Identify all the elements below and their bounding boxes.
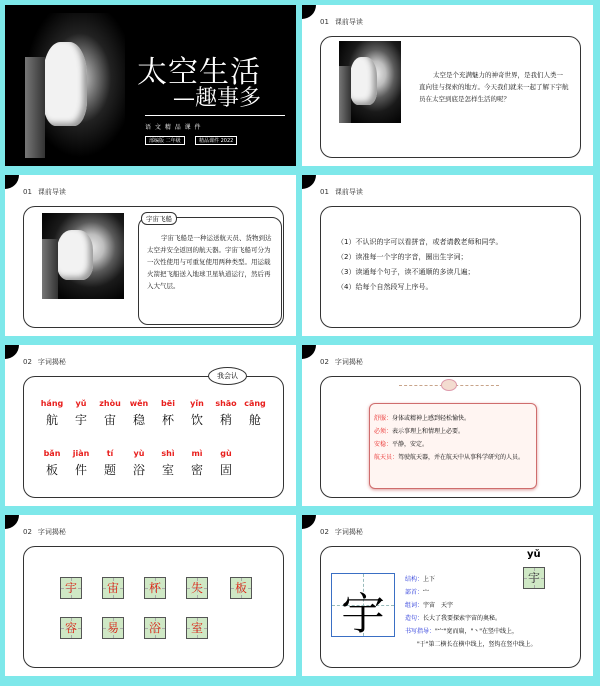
corner-mark: [302, 5, 316, 19]
hanzi: 舱: [248, 413, 261, 427]
section-title: 字词揭秘: [37, 358, 66, 366]
pinyin: yǔ: [75, 399, 87, 408]
char: 易: [106, 621, 119, 635]
hanzi: 稳: [132, 413, 145, 427]
corner-mark: [302, 175, 316, 189]
bubble-title: 宇宙飞船: [141, 212, 177, 225]
section-header: [320, 187, 369, 197]
slide-intro[interactable]: [302, 5, 593, 166]
info-row: [405, 638, 577, 651]
info-value: 宀: [423, 589, 430, 596]
info-label: 结构：: [405, 576, 424, 583]
vocab-term: 安稳：: [374, 441, 393, 448]
char-row-2: [38, 449, 241, 478]
section-number: 01: [320, 18, 329, 26]
vocab-def: 平静，安定。: [392, 441, 429, 448]
section-header: [23, 187, 72, 197]
section-title: 课前导读: [334, 188, 363, 196]
info-value: 上下: [423, 576, 436, 583]
pinyin: shāo: [215, 399, 237, 408]
char-cell: [67, 449, 95, 478]
section-title: 课前导读: [334, 18, 363, 26]
vocab-def: 身体或精神上感到轻松愉快。: [392, 415, 471, 422]
char: 失: [190, 581, 203, 595]
tip-item: （1）不认识的字可以看拼音，或者请教老师和同学。: [337, 238, 503, 246]
corner-mark: [5, 175, 19, 189]
tips-list: [337, 235, 502, 295]
char: 宇: [64, 581, 77, 595]
section-number: 02: [23, 528, 32, 536]
hanging-board: [369, 403, 537, 489]
vocab-entry: [374, 412, 534, 464]
tip-item: （3）读通每个句子，读不通顺的多读几遍；: [337, 268, 475, 276]
char-cell: [96, 399, 124, 428]
section-number: 01: [320, 188, 329, 196]
info-label: 造句：: [405, 615, 424, 622]
info-value: 宇宙 天宇: [423, 602, 454, 609]
slide-title-heading: 太空生活: [137, 55, 261, 90]
tip-item: （2）读准每一个字的字音，圈出生字词；: [337, 253, 468, 261]
info-value: 长大了我要探索宇宙的奥秘。: [423, 615, 502, 622]
char-grid-box: [60, 617, 82, 639]
pinyin: zhòu: [99, 399, 121, 408]
slide-vocab[interactable]: [302, 345, 593, 506]
vocab-def: 表示事理上和情理上必要。: [392, 428, 465, 435]
hanzi: 航: [45, 413, 58, 427]
char: 室: [190, 621, 203, 635]
char: 宙: [106, 581, 119, 595]
slide-writing-chars[interactable]: [5, 515, 296, 676]
char: 浴: [148, 621, 161, 635]
char-cell: [241, 399, 269, 428]
char-cell: [154, 399, 182, 428]
info-label: 书写指导：: [405, 628, 436, 635]
info-value: "宀"宽而扁，"丶"在竖中线上，: [435, 628, 519, 635]
content-card: [320, 206, 581, 328]
astronaut-photo: [25, 13, 125, 158]
char-cell: [67, 399, 95, 428]
big-char-grid: [331, 573, 395, 640]
vocab-row: [374, 412, 534, 425]
char-cell: [183, 449, 211, 478]
content-card: [23, 546, 284, 668]
slide-title[interactable]: [5, 5, 296, 166]
info-label: 部首：: [405, 589, 424, 596]
pinyin: bēi: [161, 399, 175, 408]
content-card: [320, 36, 581, 158]
slide-recognize[interactable]: [5, 345, 296, 506]
slide-char-detail[interactable]: [302, 515, 593, 676]
char-info: [405, 573, 577, 651]
content-card: [23, 206, 284, 328]
tip-item: （4）给每个自然段写上序号。: [337, 283, 433, 291]
tag-1: 部编版 二年级: [145, 136, 185, 145]
hanzi: 密: [190, 463, 203, 477]
hanzi: 宇: [74, 413, 87, 427]
big-char: 宇: [341, 589, 385, 640]
slide-subtitle: —趣事多: [173, 86, 262, 111]
hanzi: 饮: [190, 413, 203, 427]
info-row: [405, 599, 577, 612]
tag-2: 精品课件 2022: [195, 136, 237, 145]
char: 容: [64, 621, 77, 635]
section-header: [320, 357, 369, 367]
char-grid-box: [60, 577, 82, 599]
char-grid-box: [144, 617, 166, 639]
info-row: [405, 586, 577, 599]
pinyin: háng: [40, 399, 64, 408]
section-header: [320, 17, 369, 27]
info-value: "于"第二横长在横中线上，竖钩在竖中线上。: [417, 641, 537, 648]
vocab-row: [374, 425, 534, 438]
section-number: 02: [320, 358, 329, 366]
pinyin: jiàn: [72, 449, 90, 458]
section-number: 02: [320, 528, 329, 536]
section-header: [23, 527, 72, 537]
char-cell: [154, 449, 182, 478]
section-title: 字词揭秘: [37, 528, 66, 536]
hanzi: 宙: [103, 413, 116, 427]
char-grid-box: [102, 577, 124, 599]
pinyin: yù: [133, 449, 145, 458]
astronaut-photo: [339, 41, 401, 123]
slide-reading-tips[interactable]: [302, 175, 593, 336]
char-cell: [38, 399, 66, 428]
char-grid-box: [230, 577, 252, 599]
section-number: 01: [23, 188, 32, 196]
astronaut-photo: [42, 213, 124, 299]
pinyin: tí: [106, 449, 114, 458]
hanzi: 室: [161, 463, 174, 477]
hanzi: 浴: [132, 463, 145, 477]
divider: [145, 115, 285, 116]
char-cell: [212, 449, 240, 478]
slide-spaceship[interactable]: [5, 175, 296, 336]
char-cell: [96, 449, 124, 478]
vocab-term: 舒服：: [374, 415, 393, 422]
pinyin: yǐn: [190, 399, 204, 408]
section-header: [23, 357, 72, 367]
char-row-1: [38, 399, 270, 428]
vocab-def: 驾驶航天器，并在航天中从事科学研究的人员。: [398, 454, 525, 461]
char-grid-box: [186, 617, 208, 639]
pinyin: gù: [220, 449, 232, 458]
info-row: [405, 625, 577, 638]
info-bubble: [138, 217, 282, 325]
char-cell: [125, 449, 153, 478]
char: 杯: [148, 581, 161, 595]
char-grid-box: [186, 577, 208, 599]
vocab-row: [374, 438, 534, 451]
hanzi: 稍: [219, 413, 232, 427]
section-title: 字词揭秘: [334, 528, 363, 536]
section-title: 字词揭秘: [334, 358, 363, 366]
hanger-ornament: [441, 379, 457, 391]
spaceship-text: 宇宙飞船是一种运送航天员、货物到达太空并安全返回的航天器。宇宙飞船可分为一次性使用与可重复使用两种类型。用运载火箭把飞船送入地球卫星轨道运行，然后再入大气层。: [147, 234, 272, 290]
info-label: 组词：: [405, 602, 424, 609]
content-card: [320, 376, 581, 498]
pinyin-label: yǔ: [527, 549, 541, 560]
hanzi: 题: [103, 463, 116, 477]
intro-text: 太空是个充满魅力的神奇世界，是我们人类一直向往与探索的地方。今天我们就来一起了解下宇航员在太空到底是怎样生活的呢？: [419, 71, 569, 103]
char-cell: [212, 399, 240, 428]
char-grid-box: [102, 617, 124, 639]
info-row: [405, 612, 577, 625]
pinyin: wěn: [129, 399, 149, 408]
vocab-term: 航天员：: [374, 454, 399, 461]
vocab-row: [374, 451, 534, 464]
cloud-bubble: 我会认: [208, 367, 247, 385]
pinyin: mì: [191, 449, 203, 458]
hanzi: 固: [219, 463, 232, 477]
vocab-term: 必须：: [374, 428, 393, 435]
char-cell: [183, 399, 211, 428]
hanzi: 板: [45, 463, 58, 477]
char-cell: [125, 399, 153, 428]
section-header: [320, 527, 369, 537]
info-row: [405, 573, 577, 586]
corner-mark: [5, 515, 19, 529]
content-card: [23, 372, 284, 498]
course-label: 语 文 精 品 课 件: [145, 124, 202, 131]
small-char: 宇: [527, 571, 540, 585]
corner-mark: [302, 515, 316, 529]
section-number: 02: [23, 358, 32, 366]
char: 板: [234, 581, 247, 595]
hanzi: 杯: [161, 413, 174, 427]
corner-mark: [5, 345, 19, 359]
section-title: 课前导读: [37, 188, 66, 196]
hanzi: 件: [74, 463, 87, 477]
char-grid-box: [144, 577, 166, 599]
corner-mark: [302, 345, 316, 359]
pinyin: bǎn: [43, 449, 61, 458]
char-cell: [38, 449, 66, 478]
pinyin: shì: [161, 449, 175, 458]
pinyin: cāng: [244, 399, 266, 408]
content-card: [320, 546, 581, 668]
